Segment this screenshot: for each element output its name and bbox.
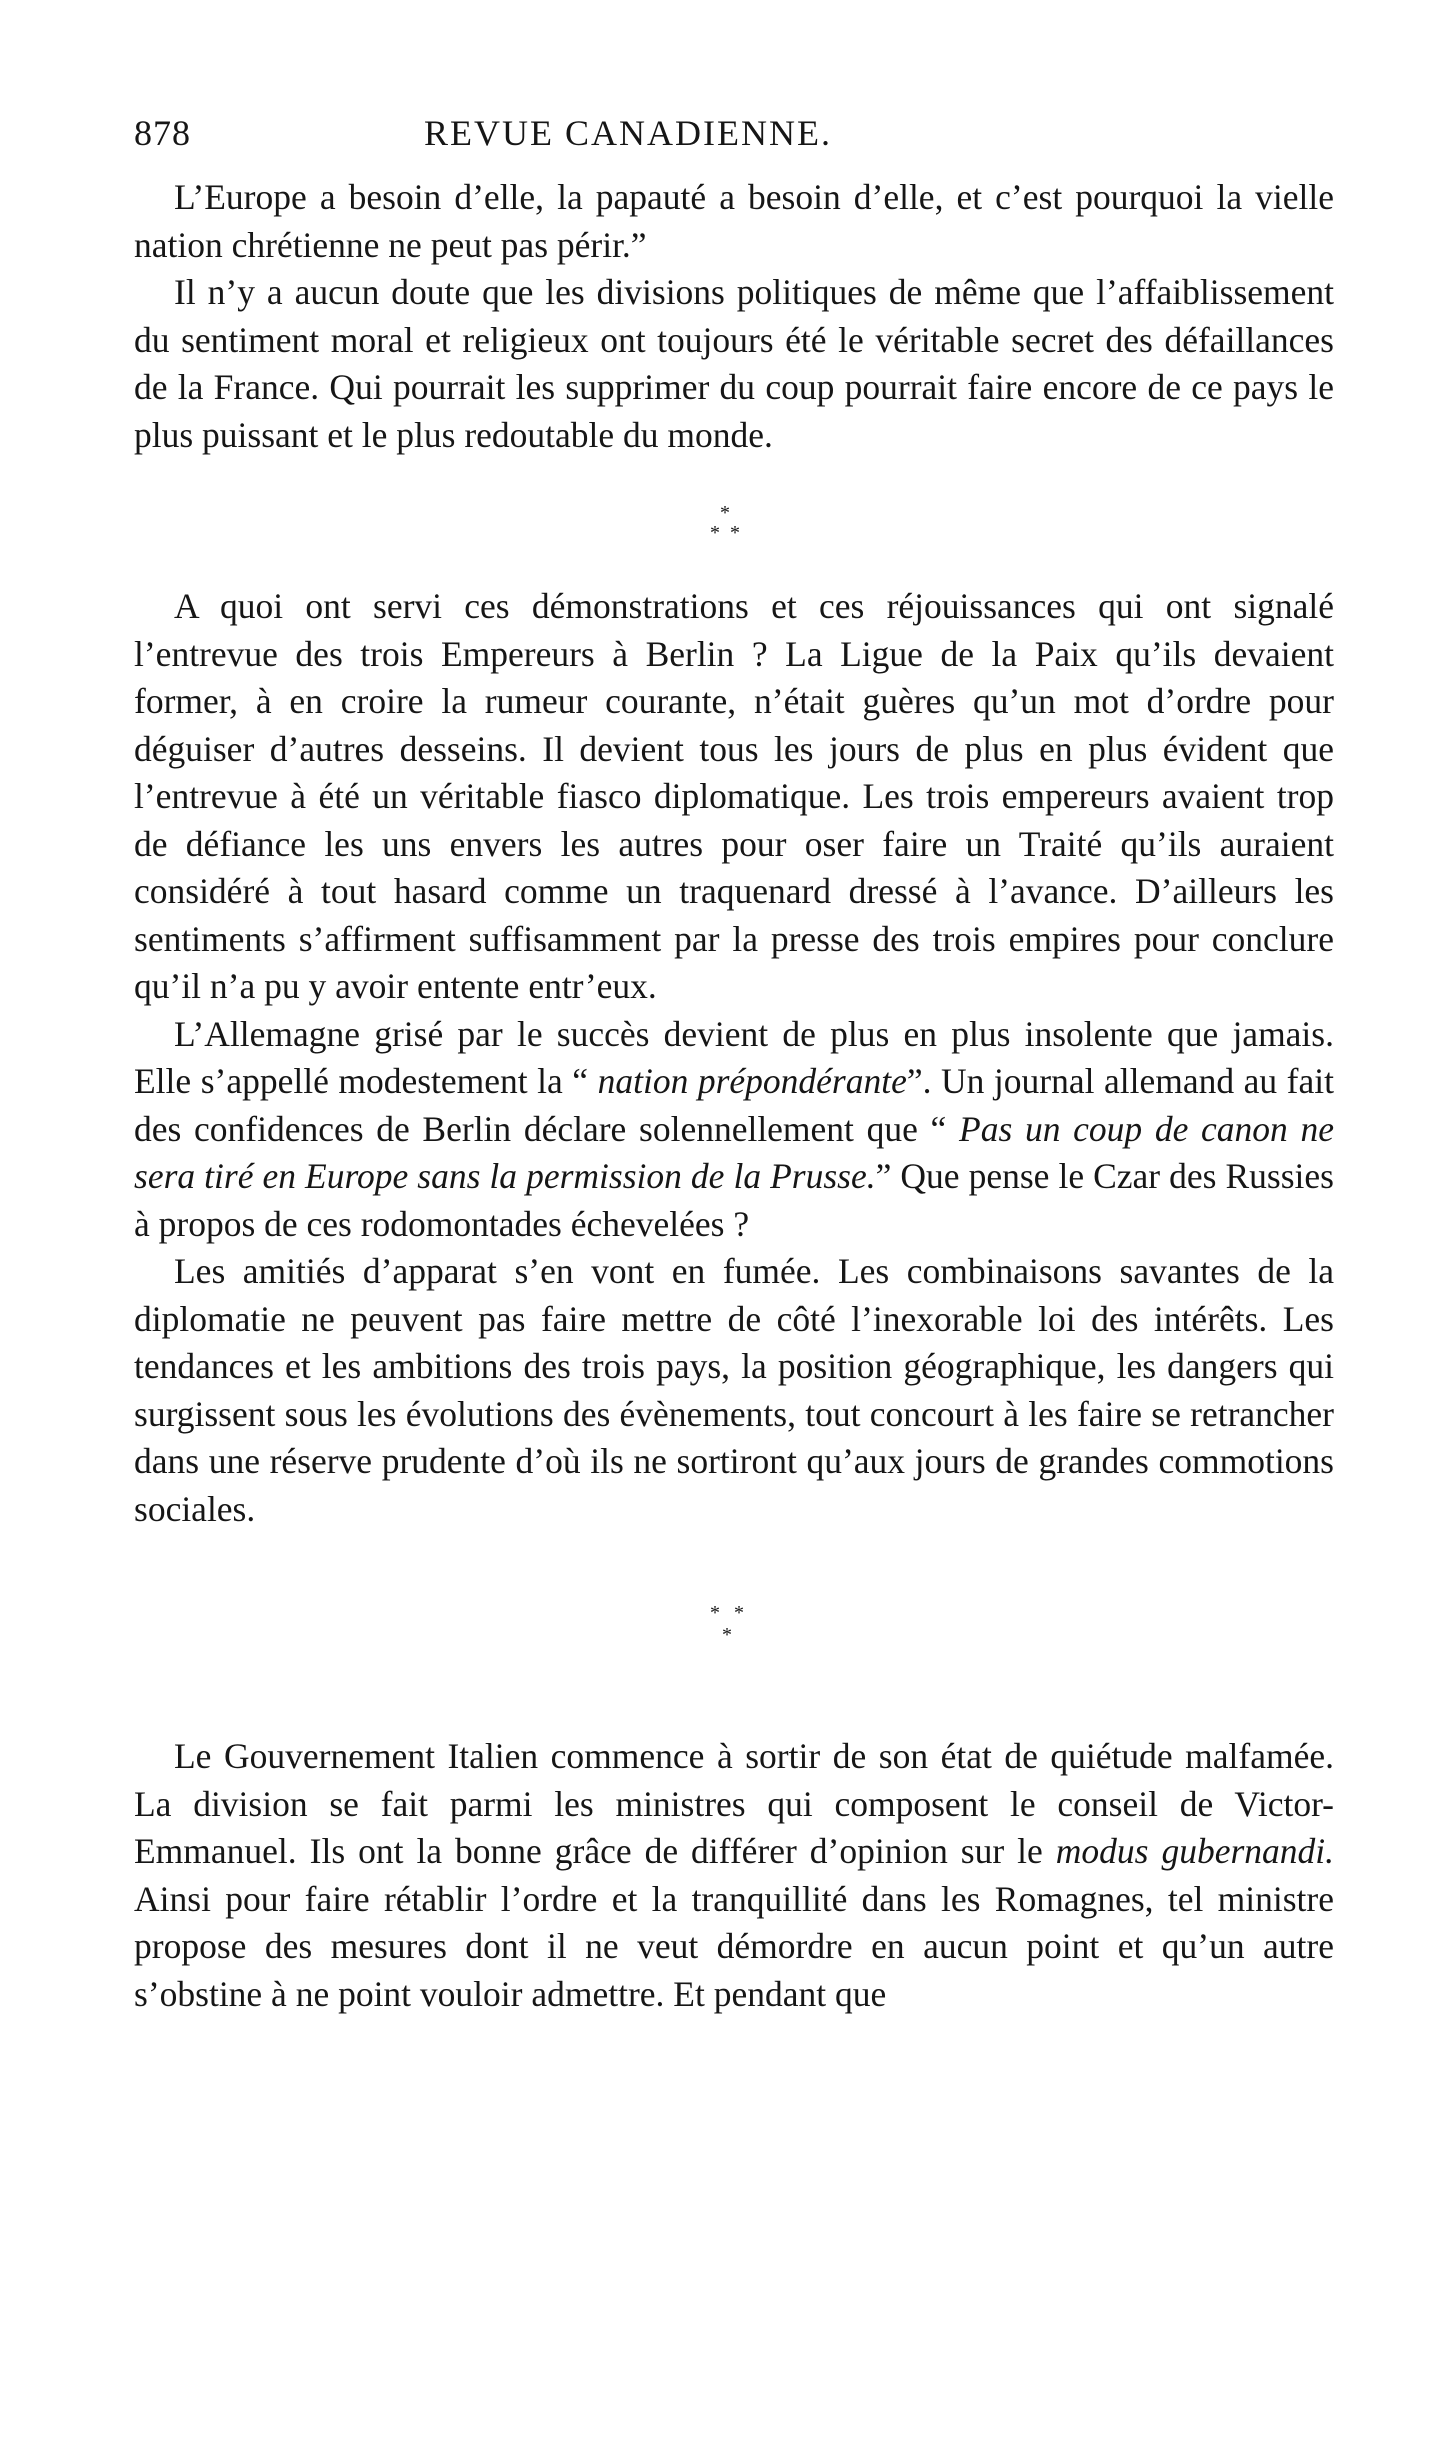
running-title: REVUE CANADIENNE.	[424, 113, 832, 153]
paragraph-6-text-b: Ainsi pour faire rétablir l’ordre et la tranquillité dans les Romagnes, tel ministre propose des mesures dont il ne veut démordre en aucun point et qu’un autre s’obstine à ne point vouloir admettre. Et pendant que	[134, 1878, 1334, 2014]
paragraph-5: Les amitiés d’apparat s’en vont en fumée. Les combinaisons savantes de la diplomatie ne peuvent pas faire mettre de côté l’inexorable loi des intérêts. Les tendances et les ambitions des trois pays, la position géographique, les dangers qui surgissent sous les évolutions des évènements, tout concourt à les faire se retrancher dans une réserve prudente d’où ils ne sortiront qu’aux jours de grandes commotions sociales.	[134, 1251, 1334, 1529]
separator-star: *	[710, 522, 720, 544]
separator-star: *	[710, 1602, 720, 1624]
paragraph-4-text-c: ” Que pense le Czar des Russies à propos de ces rodomontades échevelées ?	[134, 1156, 1334, 1244]
paragraph-4-emphasis-2: Pas un coup de canon ne sera tiré en Europe sans la permission de la Prusse.	[134, 1108, 1335, 1196]
separator-star: *	[730, 522, 740, 544]
paragraph-4-emphasis-1: nation prépondérante	[597, 1061, 907, 1101]
section-separator-1	[134, 459, 1334, 583]
section-separator-2	[134, 1533, 1334, 1733]
separator-star: *	[720, 502, 730, 524]
page-number: 878	[134, 113, 191, 153]
paragraph-4-text-b: ”. Un journal allemand au fait des confidences de Berlin déclare solennellement que “	[134, 1061, 1334, 1149]
separator-star: *	[734, 1602, 744, 1624]
paragraph-6-emphasis: modus gubernandi.	[1055, 1831, 1334, 1871]
paragraph-4-text-a: L’Allemagne grisé par le succès devient de plus en plus insolente que jamais. Elle s’appellé modestement la “	[134, 1013, 1334, 1101]
paragraph-2: Il n’y a aucun doute que les divisions politiques de même que l’affaiblissement du sentiment moral et religieux ont toujours été le véritable secret des défaillances de la France. Qui pourrait les supprimer du coup pourrait faire encore de ce pays le plus puissant et le plus redoutable du monde.	[134, 272, 1334, 455]
separator-star: *	[722, 1624, 732, 1646]
paragraph-4	[134, 1011, 1334, 1249]
document-page	[134, 112, 1334, 2018]
paragraph-6	[134, 1733, 1334, 2018]
paragraph-1: L’Europe a besoin d’elle, la papauté a besoin d’elle, et c’est pourquoi la vielle nation chrétienne ne peut pas périr.”	[134, 177, 1334, 265]
paragraph-6-text-a: Le Gouvernement Italien commence à sortir de son état de quiétude malfamée. La division se fait parmi les ministres qui composent le conseil de Victor-Emmanuel. Ils ont la bonne grâce de différer d’opinion sur le	[134, 1736, 1334, 1871]
paragraph-3: A quoi ont servi ces démonstrations et ces réjouissances qui ont signalé l’entrevue des trois Empereurs à Berlin ? La Ligue de la Paix qu’ils devaient former, à en croire la rumeur courante, n’était guères qu’un mot d’ordre pour déguiser d’autres desseins. Il devient tous les jours de plus en plus évident que l’entrevue à été un véritable fiasco diplomatique. Les trois empereurs avaient trop de défiance les uns envers les autres pour oser faire un Traité qu’ils auraient considéré à tout hasard comme un traquenard dressé à l’avance. D’ailleurs les sentiments s’affirment suffisamment par la presse des trois empires pour conclure qu’il n’a pu y avoir entente entr’eux.	[134, 586, 1334, 1006]
page-header	[134, 112, 1334, 174]
